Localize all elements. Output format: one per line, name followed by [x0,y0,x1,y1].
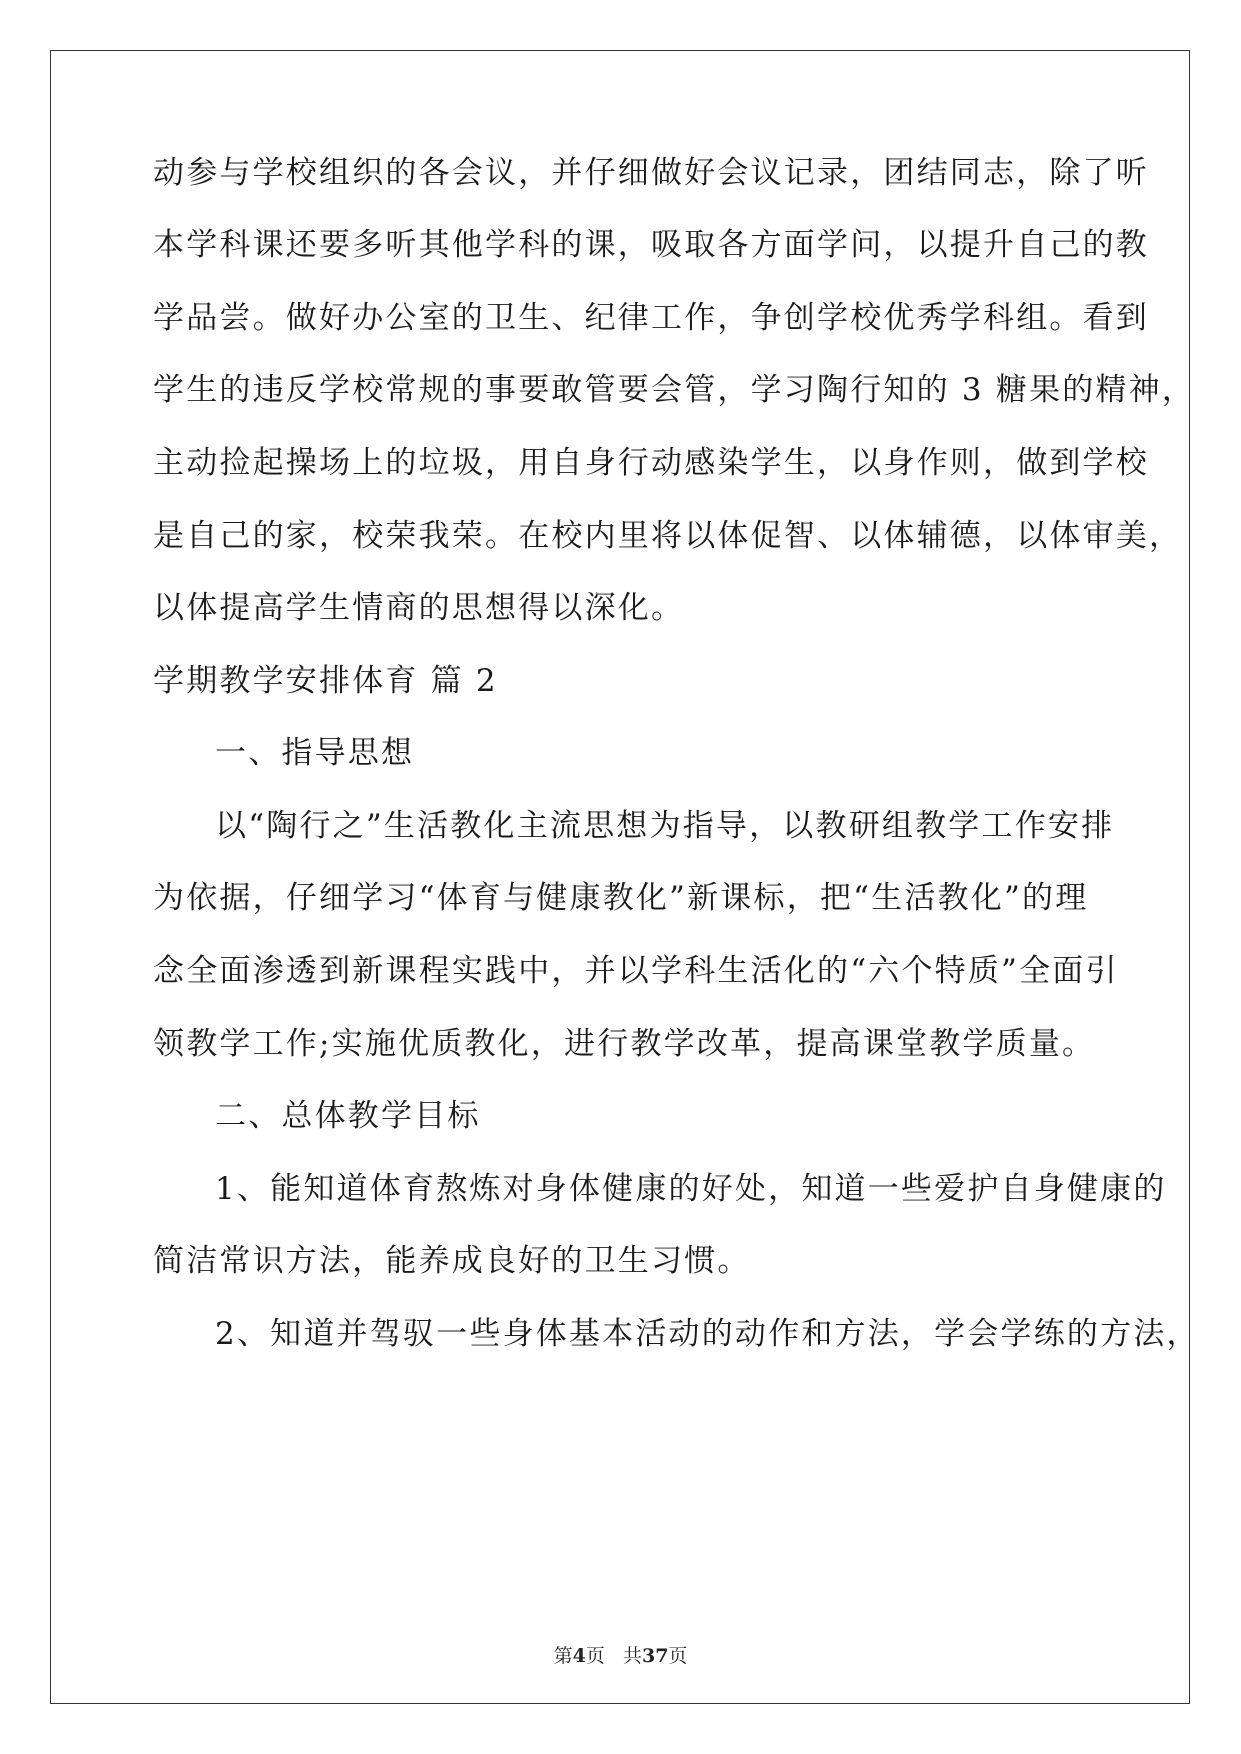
paragraph-first-line: 1、能知道体育熬炼对身体健康的好处，知道一些爱护自身健康的 [215,1171,1167,1207]
body-text-line: 主动捡起操场上的垃圾，用自身行动感染学生，以身作则，做到学校 [153,445,1149,481]
footer-page-suffix: 页 [585,1645,605,1667]
body-text-line: 念全面渗透到新课程实践中，并以学科生活化的“六个特质”全面引 [153,953,1119,989]
page-footer [0,1644,1241,1668]
body-text-line: 是自己的家，校荣我荣。在校内里将以体促智、以体辅德，以体审美， [153,518,1183,554]
total-page-count: 37 [641,1645,669,1667]
subheading: 一、指导思想 [215,735,415,771]
current-page-number: 4 [572,1645,586,1667]
body-text-line: 学品尝。做好办公室的卫生、纪律工作，争创学校优秀学科组。看到 [153,300,1149,336]
body-text-line: 动参与学校组织的各会议，并仔细做好会议记录，团结同志，除了听 [153,155,1149,191]
body-text-line: 本学科课还要多听其他学科的课，吸取各方面学问，以提升自己的教 [153,227,1149,263]
body-text-line: 领教学工作;实施优质教化，进行教学改革，提高课堂教学质量。 [153,1026,1096,1062]
body-text-line: 学生的违反学校常规的事要敢管要会管，学习陶行知的 3 糖果的精神， [153,372,1196,408]
footer-prefix: 第 [553,1645,573,1667]
section-title: 学期教学安排体育 篇 2 [153,663,498,699]
body-text-line: 简洁常识方法，能养成良好的卫生习惯。 [153,1243,751,1279]
body-text-line: 以体提高学生情商的思想得以深化。 [153,590,685,626]
paragraph-first-line: 2、知道并驾驭一些身体基本活动的动作和方法，学会学练的方法， [215,1316,1200,1352]
paragraph-first-line: 以“陶行之”生活教化主流思想为指导，以教研组教学工作安排 [215,808,1115,844]
footer-total-prefix: 共 [622,1645,642,1667]
body-text-line: 为依据，仔细学习“体育与健康教化”新课标，把“生活教化”的理 [153,880,1089,916]
subheading: 二、总体教学目标 [215,1098,481,1134]
footer-total-suffix: 页 [668,1645,688,1667]
